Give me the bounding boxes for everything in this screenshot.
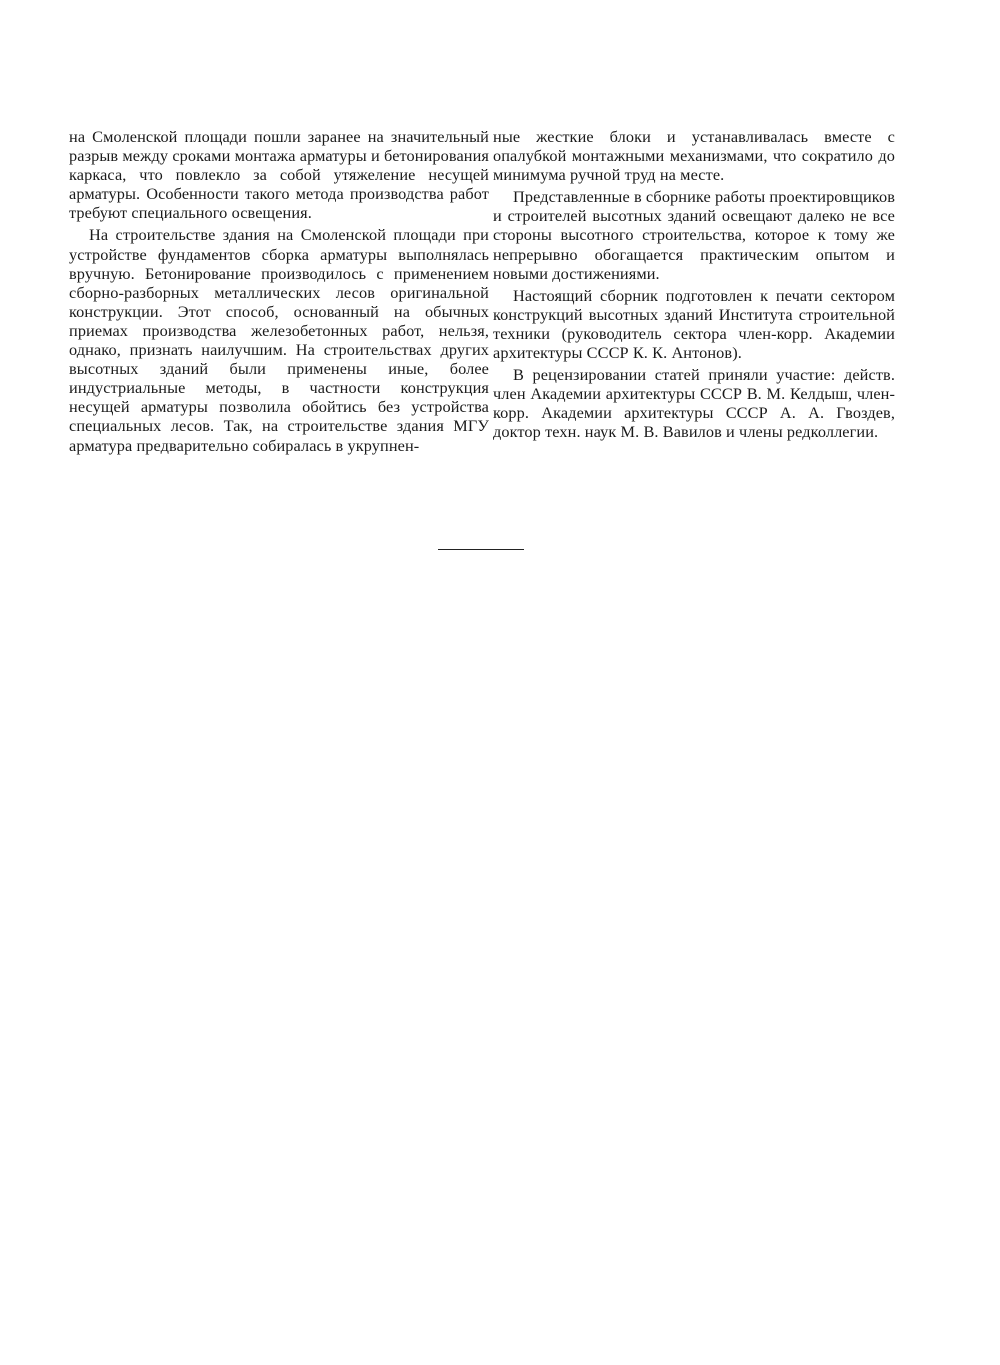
right-text-column xyxy=(493,127,895,445)
paragraph-continuation: на Смоленской площади пошли заранее на значительный разрыв между сроками монтажа арматуры и бетонирования каркаса, что повлекло за собой утяжеление несущей арматуры. Особенности такого метода производства работ требуют специального освещения. xyxy=(69,127,489,223)
left-text-column xyxy=(69,127,489,458)
paragraph-continuation-blocks: ные жесткие блоки и устанавливалась вместе с опалубкой монтажными механизмами, что сократило до минимума ручной труд на месте. xyxy=(493,127,895,185)
section-end-rule xyxy=(438,549,524,550)
paragraph-collection-scope: Представленные в сборнике работы проектировщиков и строителей высотных зданий освещают далеко не все стороны высотного строительства, которое к тому же непрерывно обогащается практическим опытом и новыми достижениями. xyxy=(493,187,895,283)
paragraph-prepared-by: Настоящий сборник подготовлен к печати сектором конструкций высотных зданий Института строительной техники (руководитель сектора член-корр. Академии архитектуры СССР К. К. Антонов). xyxy=(493,285,895,363)
paragraph-smolensk-foundations: На строительстве здания на Смоленской площади при устройстве фундаментов сборка арматуры выполнялась вручную. Бетонирование производилось с применением сборно-разборных металлических лесов оригинальной конструкции. Этот способ, основанный на обычных приемах производства железобетонных работ, нельзя, однако, признать наилучшим. На строительствах других высотных зданий были применены иные, более индустриальные методы, в частности конструкция несущей арматуры позволила обойтись без устройства специальных лесов. Так, на строительстве здания МГУ арматура предварительно собиралась в укрупнен- xyxy=(69,225,489,455)
paragraph-reviewers: В рецензировании статей приняли участие: действ. член Академии архитектуры СССР В. М. Келдыш, член-корр. Академии архитектуры СССР А. А. Гвоздев, доктор техн. наук М. В. Вавилов и члены редколлегии. xyxy=(493,365,895,442)
